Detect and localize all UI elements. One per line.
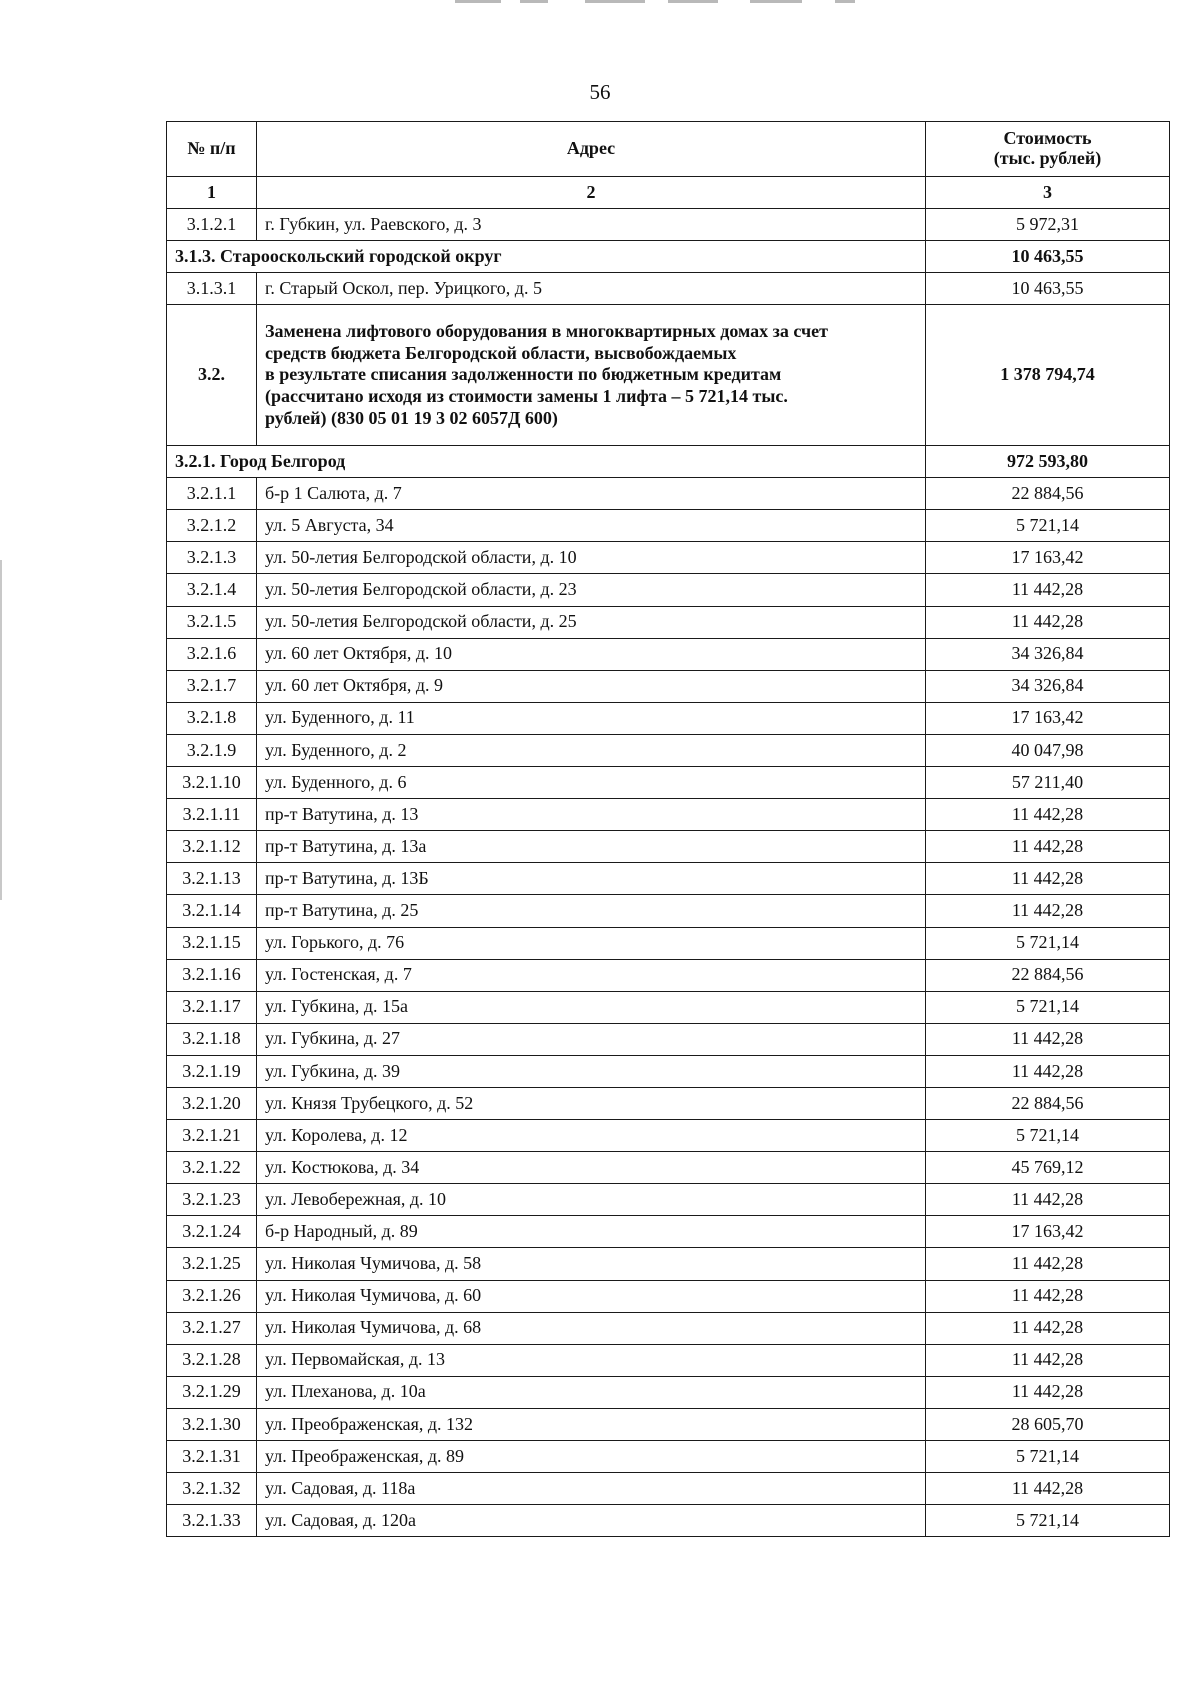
row-address: пр-т Ватутина, д. 13Б [257, 863, 926, 895]
row-address: г. Губкин, ул. Раевского, д. 3 [257, 209, 926, 241]
row-num: 3.2.1.25 [167, 1248, 257, 1280]
row-cost: 28 605,70 [926, 1408, 1170, 1440]
row-cost: 5 721,14 [926, 927, 1170, 959]
scan-artifact [0, 560, 2, 900]
row-num: 3.2.1.18 [167, 1023, 257, 1055]
column-number: 1 [167, 177, 257, 209]
row-address: ул. Левобережная, д. 10 [257, 1184, 926, 1216]
row-cost: 11 442,28 [926, 1376, 1170, 1408]
row-address: ул. Королева, д. 12 [257, 1120, 926, 1152]
row-cost: 57 211,40 [926, 767, 1170, 799]
row-cost: 11 442,28 [926, 606, 1170, 638]
block-line: рублей) (830 05 01 19 3 02 6057Д 600) [265, 407, 558, 428]
block-cost: 1 378 794,74 [926, 305, 1170, 446]
table-row [167, 702, 1170, 734]
row-num: 3.2.1.33 [167, 1505, 257, 1537]
row-cost: 5 972,31 [926, 209, 1170, 241]
row-cost: 5 721,14 [926, 1441, 1170, 1473]
table-row [167, 1408, 1170, 1440]
row-num: 3.2.1.17 [167, 991, 257, 1023]
row-cost: 11 442,28 [926, 1280, 1170, 1312]
row-address: г. Старый Оскол, пер. Урицкого, д. 5 [257, 273, 926, 305]
row-address: ул. Горького, д. 76 [257, 927, 926, 959]
table-row [167, 1055, 1170, 1087]
row-cost: 5 721,14 [926, 991, 1170, 1023]
row-address: ул. Преображенская, д. 132 [257, 1408, 926, 1440]
row-cost: 22 884,56 [926, 959, 1170, 991]
row-cost: 11 442,28 [926, 1312, 1170, 1344]
row-address: ул. Губкина, д. 27 [257, 1023, 926, 1055]
row-num: 3.2.1.29 [167, 1376, 257, 1408]
row-cost: 11 442,28 [926, 831, 1170, 863]
row-cost: 11 442,28 [926, 1248, 1170, 1280]
row-address: ул. 5 Августа, 34 [257, 510, 926, 542]
block-line: Заменена лифтового оборудования в многоквартирных домах за счет [265, 321, 828, 342]
block-description [257, 305, 926, 446]
table-row [167, 1473, 1170, 1505]
block-row [167, 305, 1170, 446]
table-row [167, 799, 1170, 831]
row-address: ул. Николая Чумичова, д. 68 [257, 1312, 926, 1344]
table-row [167, 1376, 1170, 1408]
row-address: ул. Губкина, д. 15а [257, 991, 926, 1023]
table-row [167, 1023, 1170, 1055]
row-cost: 5 721,14 [926, 1505, 1170, 1537]
header-cost-line1: Стоимость [1003, 128, 1092, 149]
block-line: средств бюджета Белгородской области, высвобождаемых [265, 342, 737, 363]
row-address: пр-т Ватутина, д. 13 [257, 799, 926, 831]
row-cost: 11 442,28 [926, 895, 1170, 927]
section-cost: 10 463,55 [926, 241, 1170, 273]
row-address: ул. Николая Чумичова, д. 58 [257, 1248, 926, 1280]
row-cost: 17 163,42 [926, 542, 1170, 574]
row-num: 3.2.1.10 [167, 767, 257, 799]
scan-artifact [835, 0, 855, 3]
row-cost: 17 163,42 [926, 702, 1170, 734]
header-cost [926, 122, 1170, 177]
table-row [167, 1152, 1170, 1184]
row-num: 3.2.1.13 [167, 863, 257, 895]
row-cost: 11 442,28 [926, 863, 1170, 895]
section-cost: 972 593,80 [926, 446, 1170, 478]
table-row [167, 1248, 1170, 1280]
table-row [167, 670, 1170, 702]
column-number-row [167, 177, 1170, 209]
table-row [167, 863, 1170, 895]
table-row [167, 510, 1170, 542]
table-row [167, 638, 1170, 670]
table-header-row [167, 122, 1170, 177]
row-address: ул. 50-летия Белгородской области, д. 10 [257, 542, 926, 574]
row-address: ул. Костюкова, д. 34 [257, 1152, 926, 1184]
row-cost: 11 442,28 [926, 1023, 1170, 1055]
table-row [167, 574, 1170, 606]
scan-artifact [520, 0, 548, 3]
row-address: ул. Гостенская, д. 7 [257, 959, 926, 991]
row-num: 3.2.1.21 [167, 1120, 257, 1152]
scan-artifact [668, 0, 718, 3]
scan-artifact [455, 0, 501, 3]
row-cost: 45 769,12 [926, 1152, 1170, 1184]
row-address: ул. Губкина, д. 39 [257, 1055, 926, 1087]
table-row [167, 1216, 1170, 1248]
row-address: ул. 60 лет Октября, д. 9 [257, 670, 926, 702]
row-num: 3.2.1.22 [167, 1152, 257, 1184]
row-address: ул. Николая Чумичова, д. 60 [257, 1280, 926, 1312]
row-cost: 22 884,56 [926, 478, 1170, 510]
table-row [167, 1184, 1170, 1216]
row-num: 3.2.1.28 [167, 1344, 257, 1376]
row-num: 3.2.1.20 [167, 1087, 257, 1119]
row-num: 3.2.1.27 [167, 1312, 257, 1344]
row-cost: 40 047,98 [926, 734, 1170, 766]
block-line: (рассчитано исходя из стоимости замены 1 лифта – 5 721,14 тыс. [265, 385, 788, 406]
column-number: 2 [257, 177, 926, 209]
column-number: 3 [926, 177, 1170, 209]
row-num: 3.2.1.2 [167, 510, 257, 542]
row-num: 3.1.2.1 [167, 209, 257, 241]
row-num: 3.2.1.19 [167, 1055, 257, 1087]
row-cost: 11 442,28 [926, 1473, 1170, 1505]
table-row [167, 927, 1170, 959]
row-num: 3.2.1.3 [167, 542, 257, 574]
row-address: ул. Буденного, д. 6 [257, 767, 926, 799]
row-cost: 34 326,84 [926, 670, 1170, 702]
row-address: ул. Садовая, д. 120а [257, 1505, 926, 1537]
section-row [167, 241, 1170, 273]
row-num: 3.2.1.9 [167, 734, 257, 766]
row-num: 3.2.1.1 [167, 478, 257, 510]
scan-artifact [750, 0, 802, 3]
header-address: Адрес [257, 122, 926, 177]
row-num: 3.1.3.1 [167, 273, 257, 305]
row-num: 3.2.1.26 [167, 1280, 257, 1312]
row-num: 3.2.1.5 [167, 606, 257, 638]
table-row [167, 991, 1170, 1023]
table-row [167, 1344, 1170, 1376]
cost-table [166, 121, 1170, 1537]
row-cost: 5 721,14 [926, 510, 1170, 542]
table-row [167, 542, 1170, 574]
section-row [167, 446, 1170, 478]
row-address: б-р Народный, д. 89 [257, 1216, 926, 1248]
row-address: пр-т Ватутина, д. 13а [257, 831, 926, 863]
table-row [167, 734, 1170, 766]
row-address: пр-т Ватутина, д. 25 [257, 895, 926, 927]
table-row [167, 606, 1170, 638]
row-cost: 11 442,28 [926, 1055, 1170, 1087]
row-address: ул. Преображенская, д. 89 [257, 1441, 926, 1473]
page-number: 56 [589, 80, 611, 104]
row-address: ул. Садовая, д. 118а [257, 1473, 926, 1505]
row-num: 3.2.1.23 [167, 1184, 257, 1216]
table-row [167, 1505, 1170, 1537]
row-cost: 17 163,42 [926, 1216, 1170, 1248]
row-num: 3.2.1.30 [167, 1408, 257, 1440]
table-row [167, 1280, 1170, 1312]
row-num: 3.2.1.32 [167, 1473, 257, 1505]
table-row [167, 1312, 1170, 1344]
row-cost: 11 442,28 [926, 574, 1170, 606]
row-cost: 10 463,55 [926, 273, 1170, 305]
table-row [167, 959, 1170, 991]
header-num: № п/п [167, 122, 257, 177]
header-cost-line2: (тыс. рублей) [993, 148, 1102, 168]
section-title: 3.1.3. Старооскольский городской округ [167, 241, 926, 273]
row-address: ул. Буденного, д. 2 [257, 734, 926, 766]
row-cost: 11 442,28 [926, 799, 1170, 831]
section-title: 3.2.1. Город Белгород [167, 446, 926, 478]
row-num: 3.2.1.15 [167, 927, 257, 959]
table-row [167, 478, 1170, 510]
row-address: ул. Буденного, д. 11 [257, 702, 926, 734]
row-num: 3.2.1.4 [167, 574, 257, 606]
row-address: ул. 50-летия Белгородской области, д. 25 [257, 606, 926, 638]
table-row [167, 209, 1170, 241]
row-cost: 11 442,28 [926, 1344, 1170, 1376]
table-row [167, 831, 1170, 863]
scan-artifact [585, 0, 645, 3]
row-address: ул. Первомайская, д. 13 [257, 1344, 926, 1376]
table-row [167, 1441, 1170, 1473]
row-address: б-р 1 Салюта, д. 7 [257, 478, 926, 510]
row-address: ул. Князя Трубецкого, д. 52 [257, 1087, 926, 1119]
table-row [167, 1087, 1170, 1119]
row-num: 3.2.1.14 [167, 895, 257, 927]
row-num: 3.2.1.24 [167, 1216, 257, 1248]
row-num: 3.2.1.8 [167, 702, 257, 734]
row-num: 3.2.1.31 [167, 1441, 257, 1473]
row-address: ул. 50-летия Белгородской области, д. 23 [257, 574, 926, 606]
table-row [167, 895, 1170, 927]
row-address: ул. Плеханова, д. 10а [257, 1376, 926, 1408]
row-num: 3.2.1.6 [167, 638, 257, 670]
block-num: 3.2. [167, 305, 257, 446]
row-num: 3.2.1.12 [167, 831, 257, 863]
row-cost: 11 442,28 [926, 1184, 1170, 1216]
table-row [167, 1120, 1170, 1152]
table-row [167, 767, 1170, 799]
row-num: 3.2.1.11 [167, 799, 257, 831]
row-address: ул. 60 лет Октября, д. 10 [257, 638, 926, 670]
row-cost: 22 884,56 [926, 1087, 1170, 1119]
row-cost: 5 721,14 [926, 1120, 1170, 1152]
block-line: в результате списания задолженности по бюджетным кредитам [265, 364, 782, 385]
row-num: 3.2.1.7 [167, 670, 257, 702]
row-cost: 34 326,84 [926, 638, 1170, 670]
table-row [167, 273, 1170, 305]
row-num: 3.2.1.16 [167, 959, 257, 991]
